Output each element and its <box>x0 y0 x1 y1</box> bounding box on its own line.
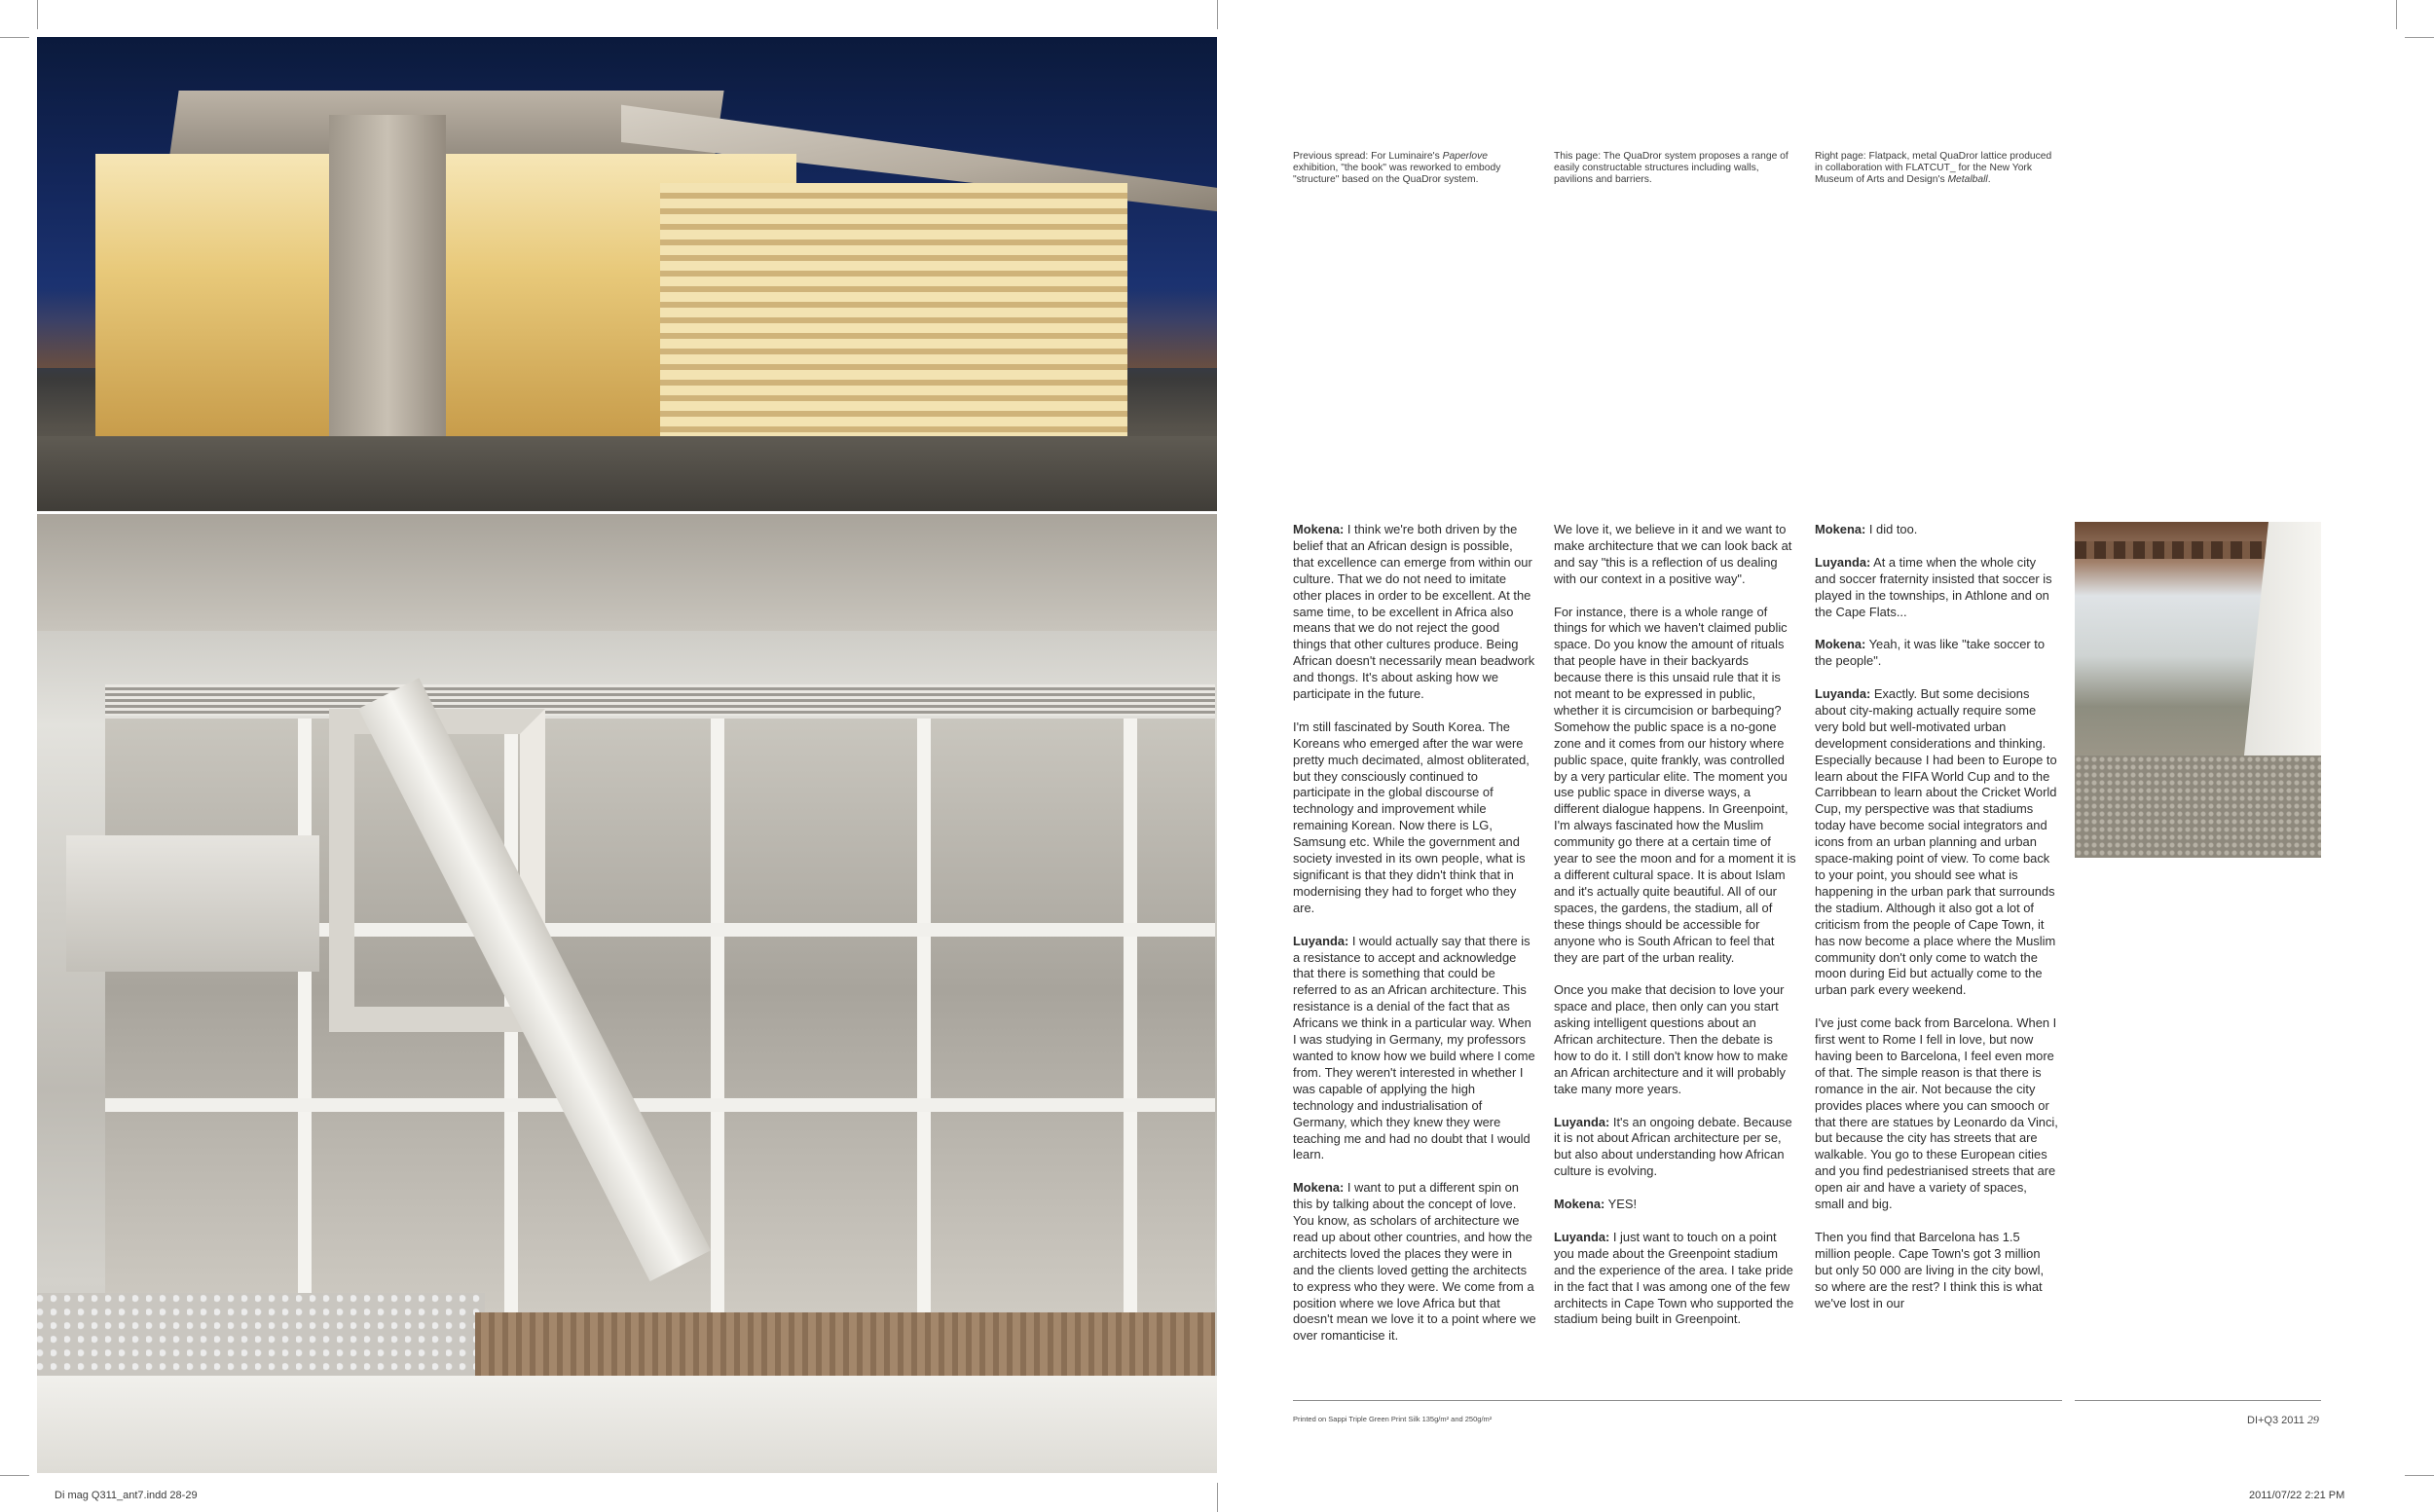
paragraph-text: I want to put a different spin on this by talking about the concept of love. You know, as scholars of architecture we read up about other countries, and how the architects loved the places they were in and the clients loved getting the architects to express who they were. We come from a position where we love Africa but that doesn't mean we love it to a point where we over romanticise it. <box>1293 1180 1536 1344</box>
article-paragraph <box>1554 1230 1797 1328</box>
crop-mark <box>1217 1483 1218 1512</box>
article-paragraph <box>1293 934 1536 1164</box>
article-column-2 <box>1554 522 1797 1345</box>
article-paragraph <box>1554 522 1797 588</box>
article-paragraph <box>1293 719 1536 917</box>
paragraph-text: I did too. <box>1865 522 1918 536</box>
crop-mark <box>1217 0 1218 29</box>
paragraph-text: Exactly. But some decisions about city-making actually require some very bold but well-motivated urban development considerations and thinking. Especially because I had been to Europe to learn about the FIFA World Cup and to the Carribbean to learn about the Cricket World Cup, my perspective was that stadiums today have become social integrators and icons from an urban planning and urban space-making point of view. To come back to your point, you should see what is happening in the urban park that surrounds the stadium. Although it also got a lot of criticism from the people of Cape Town, it has now become a place where the Muslim community don't only come to watch the moon during Eid but actually come to the urban park every weekend. <box>1815 686 2057 998</box>
article-column-1 <box>1293 522 1536 1361</box>
paragraph-text: YES! <box>1604 1197 1638 1212</box>
article-column-3 <box>1815 522 2058 1328</box>
speaker-name: Mokena: <box>1293 1180 1345 1196</box>
caption-this-page: This page: The QuaDror system proposes a range of easily constructable structures including walls, pavilions and barriers. <box>1554 151 1789 186</box>
article-paragraph <box>1815 1015 2058 1213</box>
speaker-name: Luyanda: <box>1293 933 1349 948</box>
crop-mark <box>2405 37 2434 38</box>
article-paragraph <box>1815 555 2058 621</box>
photo-building-night-exterior <box>37 37 1217 511</box>
paragraph-text: For instance, there is a whole range of things for which we haven't claimed public space. Do you know the amount of rituals that people have in their backyards because there is this unsaid rule that it is not meant to be expressed in public, whether it is circumcision or barbequing? Somehow the public space is a no-gone zone and it comes from our history where public space, quite frankly, was controlled by a very particular elite. The moment you use public space in diverse ways, a different dialogue happens. In Greenpoint, I'm always fascinated how the Muslim community go there at a certain time of year to see the moon and for a moment it is a different cultural space. It is about Islam and it's actually quite beautiful. All of our spaces, the gardens, the stadium, all of these things should be accessible for anyone who is South African to feel that they are part of the urban reality. <box>1554 604 1796 965</box>
paragraph-text: I'm still fascinated by South Korea. The Koreans who emerged after the war were pretty much decimated, almost obliterated, but they consciously continued to participate in the global discourse of technology and improvement while remaining Korean. Now there is LG, Samsung etc. While the government and society invested in its own people, what is significant is that they didn't think that in modernising they had to forget who they are. <box>1293 719 1530 915</box>
paragraph-text: It's an ongoing debate. Because it is not about African architecture per se, but also about understanding how African culture is evolving. <box>1554 1114 1792 1179</box>
article-paragraph <box>1815 686 2058 999</box>
speaker-name: Mokena: <box>1554 1197 1605 1212</box>
paragraph-text: Yeah, it was like "take soccer to the people". <box>1815 637 2046 669</box>
article-paragraph <box>1293 1180 1536 1345</box>
paragraph-text: I would actually say that there is a resistance to accept and acknowledge that there is something that could be referred to as an African architecture. This resistance is a denial of the fact that as Africans we think in a particular way. When I was studying in Germany, my professors wanted to know how we build where I come from. They weren't interested in whether I was capable of applying the high technology and industrialisation of Germany, which they knew they were teaching me and had no doubt that I would learn. <box>1293 933 1535 1162</box>
paragraph-text: Then you find that Barcelona has 1.5 million people. Cape Town's got 3 million but only 50 000 are living in the city bowl, so where are the rest? I think this is what we've lost in our <box>1815 1229 2045 1310</box>
crop-mark <box>2405 1475 2434 1476</box>
article-paragraph <box>1554 1115 1797 1181</box>
paragraph-text: Once you make that decision to love your space and place, then only can you start asking intelligent questions about an African architecture. Then the debate is how to do it. I still don't know how to make an African architecture and it will probably take many more years. <box>1554 982 1789 1096</box>
footer-rule-left <box>1293 1400 2062 1401</box>
speaker-name: Luyanda: <box>1815 686 1871 702</box>
photo-concrete-facade-staircase <box>37 514 1217 1473</box>
crop-mark <box>37 0 38 29</box>
footer-rule-right <box>2075 1400 2321 1401</box>
article-paragraph <box>1554 605 1797 967</box>
paragraph-text: At a time when the whole city and soccer fraternity insisted that soccer is played in the townships, in Athlone and on the Cape Flats... <box>1815 554 2052 619</box>
slug-date: 2011/07/22 2:21 PM <box>2249 1490 2345 1501</box>
paragraph-text: I just want to touch on a point you made about the Greenpoint stadium and the experience of the area. I take pride in the fact that I was among one of the few architects in Cape Town who supported the stadium being built in Greenpoint. <box>1554 1229 1794 1327</box>
paragraph-text: I think we're both driven by the belief that an African design is possible, that excellence can emerge from within our culture. That we do not need to imitate other places in order to be excellent. At the same time, to be excellent in Africa also means that we do not reject the good things that other cultures produce. Being African doesn't necessarily mean beadwork and thongs. It's about asking how we participate in the future. <box>1293 522 1535 702</box>
caption-right-page: Right page: Flatpack, metal QuaDror lattice produced in collaboration with FLATCUT_ for the New York Museum of Arts and Design's Metalball. <box>1815 151 2052 186</box>
slug-file-name: Di mag Q311_ant7.indd 28-29 <box>55 1490 198 1501</box>
article-paragraph <box>1815 637 2058 670</box>
folio: DI+Q3 2011 29 <box>2247 1413 2319 1426</box>
speaker-name: Luyanda: <box>1554 1114 1610 1129</box>
article-paragraph <box>1815 1230 2058 1312</box>
crop-mark <box>2396 0 2397 29</box>
speaker-name: Luyanda: <box>1815 554 1871 570</box>
speaker-name: Luyanda: <box>1554 1229 1610 1244</box>
speaker-name: Mokena: <box>1815 522 1866 536</box>
print-note: Printed on Sappi Triple Green Print Silk 135g/m² and 250g/m² <box>1293 1415 1493 1423</box>
paragraph-text: We love it, we believe in it and we want to make architecture that we can look back at and say "this is a reflection of us dealing with our context in a positive way". <box>1554 522 1792 586</box>
article-paragraph <box>1554 982 1797 1097</box>
paragraph-text: I've just come back from Barcelona. When I first went to Rome I fell in love, but now having been to Barcelona, I feel even more of that. The simple reason is that there is romance in the air. Not because the city provides places where you can smooch or that there are statues by Leonardo da Vinci, but because the city has streets that are walkable. You go to these European cities and you find pedestrianised streets that are open air and have a variety of spaces, small and big. <box>1815 1015 2058 1212</box>
crop-mark <box>0 1475 29 1476</box>
caption-previous-spread: Previous spread: For Luminaire's Paperlove exhibition, "the book" was reworked to embody "structure" based on the QuaDror system. <box>1293 151 1501 186</box>
photo-terrace-walkway <box>2075 522 2321 858</box>
article-paragraph <box>1293 522 1536 703</box>
crop-mark <box>0 37 29 38</box>
speaker-name: Mokena: <box>1815 637 1866 652</box>
speaker-name: Mokena: <box>1293 522 1345 536</box>
article-paragraph <box>1815 522 2058 538</box>
article-paragraph <box>1554 1197 1797 1213</box>
